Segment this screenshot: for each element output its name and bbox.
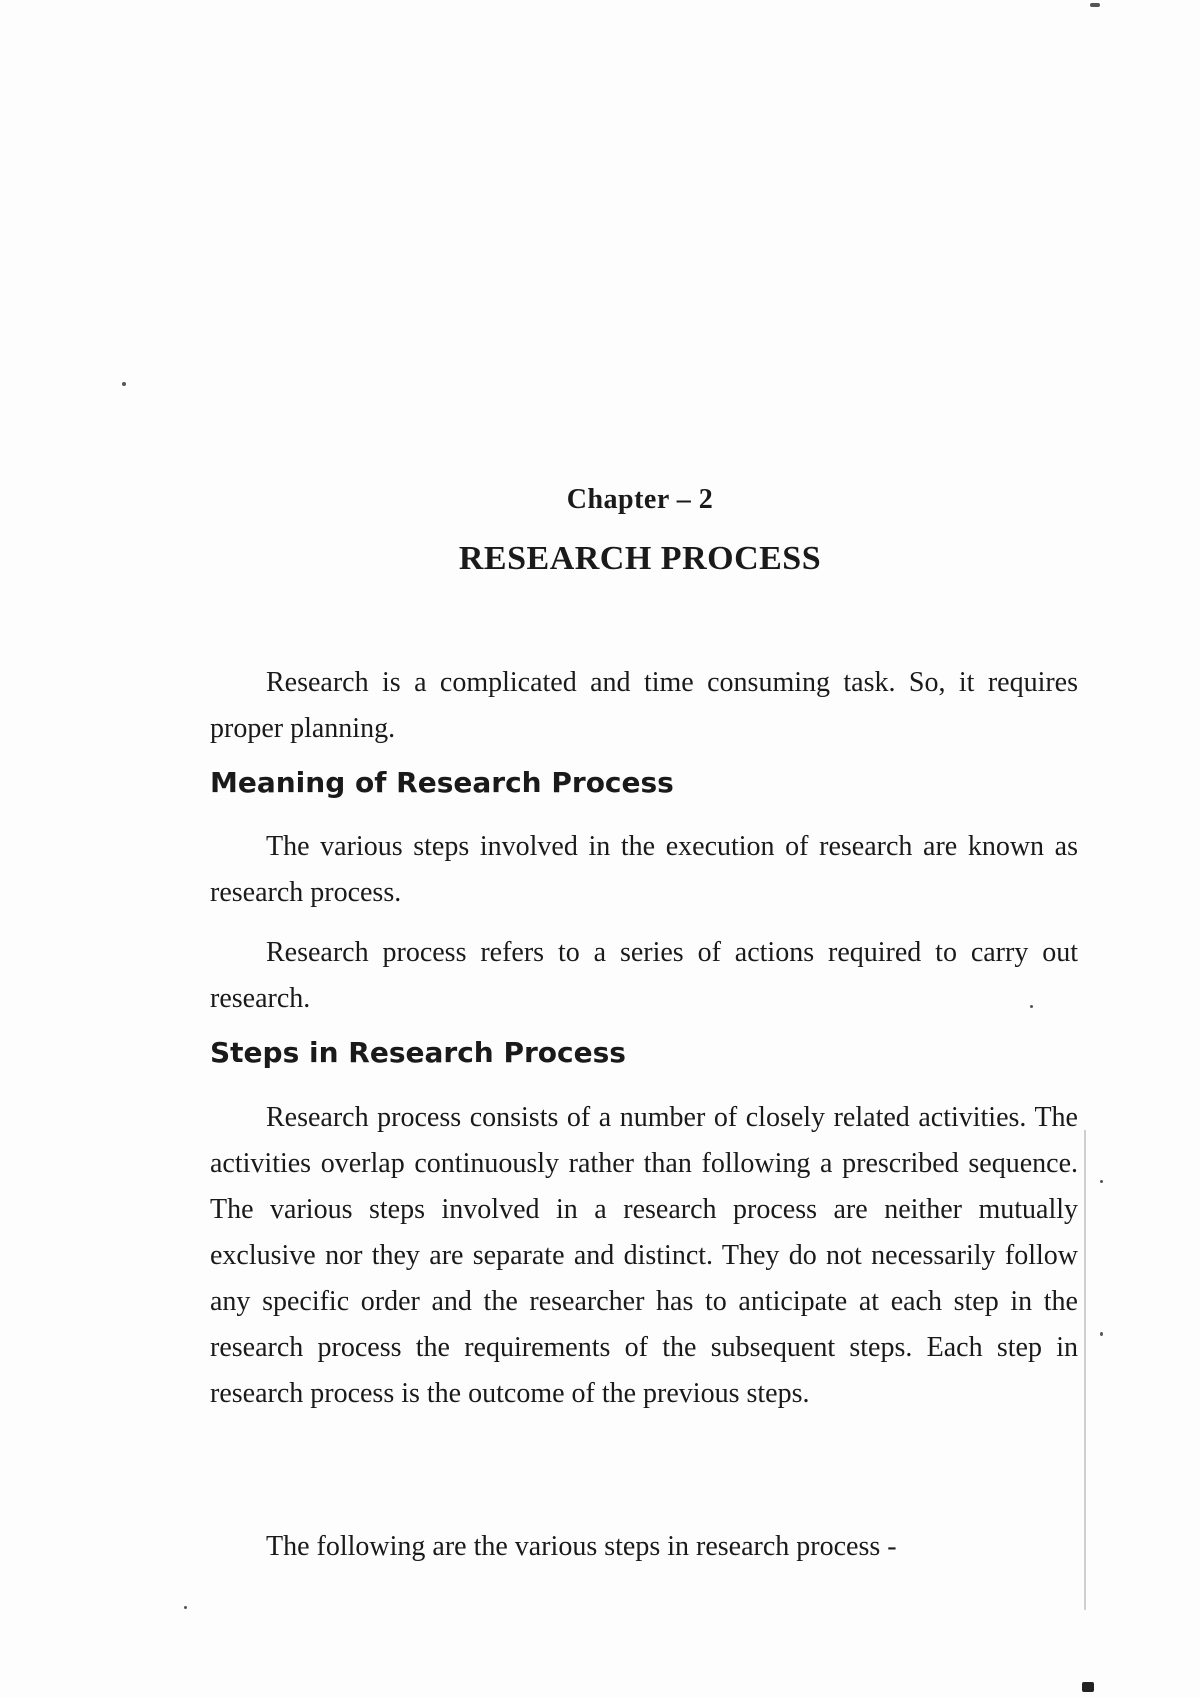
steps-paragraph-2 [210,1524,1078,1570]
scan-edge-line [1084,1130,1086,1610]
scan-speck [1100,1332,1103,1336]
scan-speck [1082,1682,1094,1692]
steps-paragraph-1 [210,1095,1078,1417]
scan-speck [122,382,126,386]
meaning-paragraph-2-text: Research process refers to a series of actions required to carry out research. [210,937,1078,1014]
intro-paragraph [210,660,1078,752]
scan-speck [1100,1180,1103,1183]
chapter-title: RESEARCH PROCESS [458,540,822,577]
meaning-paragraph-1 [210,824,1078,916]
section-heading-meaning: Meaning of Research Process [210,766,674,799]
meaning-paragraph-1-text: The various steps involved in the execution of research are known as research process. [210,831,1078,908]
scan-speck [1090,3,1100,7]
scan-speck [184,1606,187,1609]
intro-text: Research is a complicated and time consuming task. So, it requires proper planning. [210,667,1078,744]
chapter-label: Chapter – 2 [566,484,714,515]
meaning-paragraph-2 [210,930,1078,1022]
steps-paragraph-2-text: The following are the various steps in research process - [266,1531,897,1562]
scan-speck [1030,1005,1033,1008]
section-heading-steps: Steps in Research Process [210,1036,626,1069]
steps-paragraph-1-text: Research process consists of a number of closely related activities. The activities overlap continuously rather than following a prescribed sequence. The various steps involved in a research process are neither mutually exclusive nor they are separate and distinct. They do not necessarily follow any specific order and the researcher has to anticipate at each step in the research process the requirements of the subsequent steps. Each step in research process is the outcome of the previous steps. [210,1102,1078,1409]
